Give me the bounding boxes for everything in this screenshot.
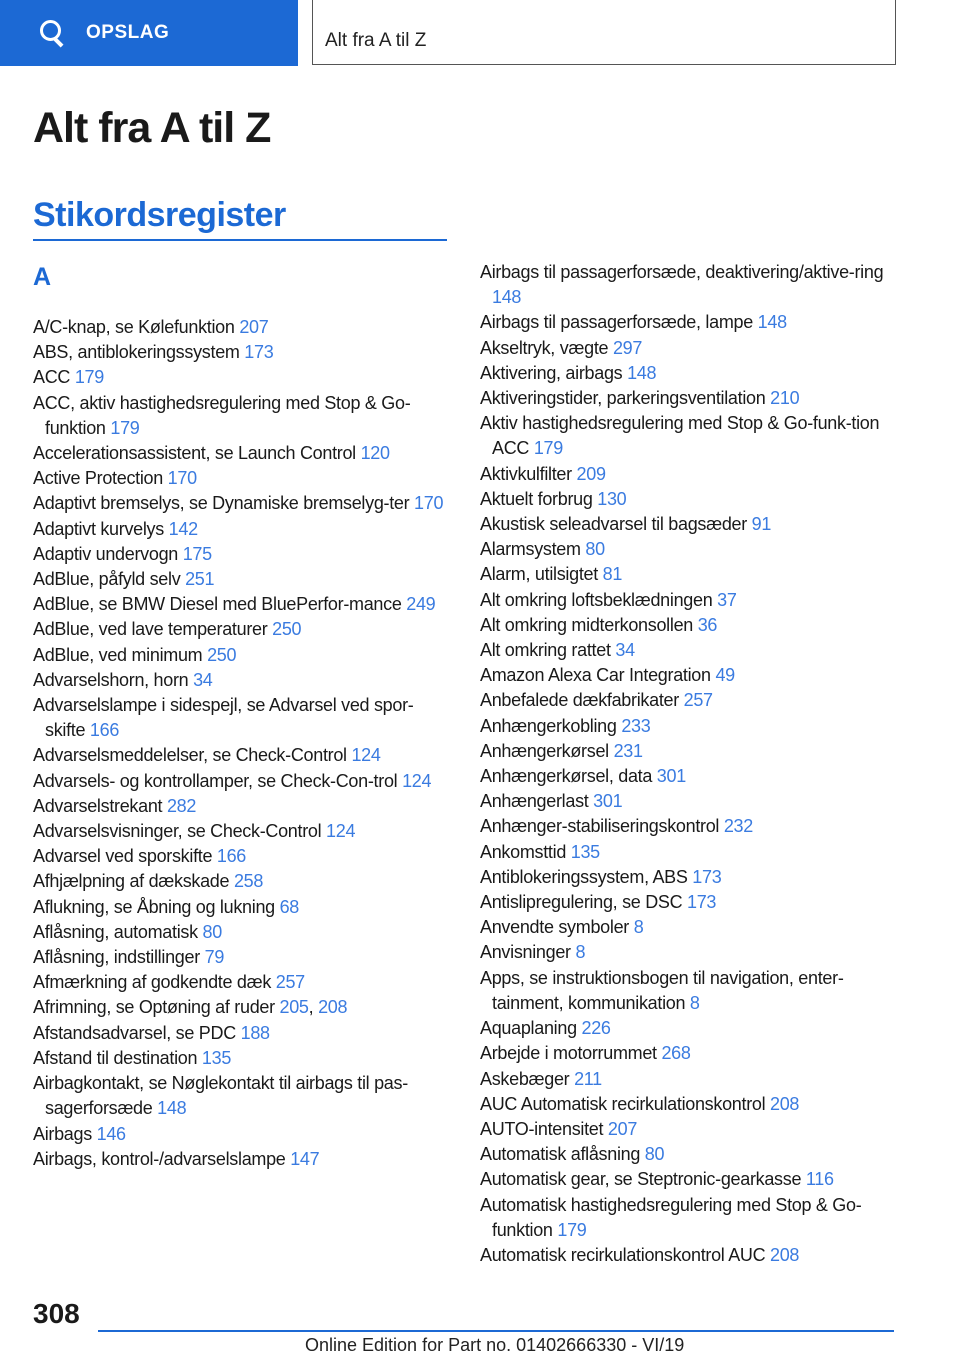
page-link[interactable]: 188 — [240, 1022, 270, 1043]
index-entry-text: Alt omkring rattet — [480, 640, 616, 661]
page-link[interactable]: 124 — [402, 770, 432, 791]
index-entry-text: A/C-knap, se Kølefunktion — [33, 317, 240, 337]
index-entry — [33, 794, 453, 819]
page-link[interactable]: 226 — [581, 1018, 611, 1039]
index-entry — [480, 1193, 900, 1243]
index-entry — [480, 1117, 900, 1142]
index-entry-text: Aktiv hastighedsregulering med Stop & Go-funk-tion ACC — [480, 413, 880, 459]
index-entry — [480, 865, 900, 890]
page-link[interactable]: 282 — [166, 795, 197, 816]
index-entry — [33, 668, 453, 693]
index-entry-text: Anvisninger — [480, 942, 576, 963]
index-entry — [480, 512, 900, 537]
index-entry-text: Airbags, kontrol-/advarselslampe — [33, 1148, 291, 1169]
index-entry-text: Alarm, utilsigtet — [480, 564, 603, 585]
index-entry — [33, 844, 453, 869]
index-entry — [33, 617, 453, 642]
page-link[interactable]: 79 — [204, 947, 225, 968]
page-link[interactable]: 68 — [279, 896, 299, 917]
page-link[interactable]: 81 — [602, 564, 623, 585]
index-entry — [480, 411, 900, 461]
page-link[interactable]: 175 — [182, 543, 212, 564]
page-link[interactable]: 173 — [687, 892, 717, 913]
index-entry: Afrimning, se Optøning af ruder 205, 208 — [33, 997, 348, 1018]
page-link[interactable]: 91 — [751, 514, 772, 535]
index-entry — [480, 714, 900, 739]
index-entry — [33, 743, 453, 768]
index-entry-text: Automatisk hastighedsregulering med Stop & Go-funktion — [480, 1194, 862, 1240]
breadcrumb[interactable] — [312, 0, 896, 65]
footer-rule — [98, 1330, 894, 1332]
index-entry — [33, 945, 453, 970]
page-link[interactable]: 179 — [74, 367, 104, 388]
index-entry — [33, 491, 453, 516]
index-entry — [480, 537, 900, 562]
index-entry-text: Antiblokeringssystem, ABS — [480, 866, 693, 887]
index-entry-text: Airbags til passagerforsæde, lampe — [480, 312, 758, 333]
index-letter: A — [33, 263, 52, 291]
index-entry-text: Airbags — [33, 1123, 97, 1144]
index-entry — [480, 562, 900, 587]
index-entry — [480, 764, 900, 789]
index-entry — [33, 315, 453, 340]
index-entry-text: Aktiveringstider, parkeringsventilation — [480, 388, 771, 409]
index-entry-text: Aflåsning, indstillinger — [33, 947, 205, 968]
index-entry — [33, 592, 453, 617]
page-link[interactable]: 166 — [216, 846, 247, 867]
page-link[interactable]: 80 — [202, 921, 222, 942]
page-link[interactable]: 207 — [607, 1118, 638, 1139]
page-link[interactable]: 130 — [597, 488, 627, 509]
index-entry — [33, 391, 453, 441]
index-entry-text: Anvendte symboler — [480, 917, 634, 938]
page-link[interactable]: 120 — [360, 443, 390, 464]
index-entry — [480, 1243, 900, 1268]
section-title-rule — [33, 239, 447, 241]
index-entry-text: Amazon Alexa Car Integration — [480, 665, 716, 686]
index-entry — [33, 1046, 453, 1071]
index-entry-text: Advarselslampe i sidespejl, se Advarsel ved spor-skifte — [33, 695, 414, 741]
index-entry — [480, 688, 900, 713]
index-entry — [480, 789, 900, 814]
index-entry — [480, 814, 900, 839]
index-entry — [480, 638, 900, 663]
index-entry — [480, 487, 900, 512]
index-entry — [33, 769, 453, 794]
index-entry-text: Adaptivt bremselys, se Dynamiske bremselyg-ter — [33, 493, 415, 514]
index-entry — [480, 1041, 900, 1066]
index-entry-text: Aflukning, se Åbning og lukning — [33, 896, 280, 917]
index-entry-text: Arbejde i motorrummet — [480, 1043, 662, 1064]
index-entry-text: Advarsel ved sporskifte — [33, 846, 217, 867]
index-entry-text: Antislipregulering, se DSC — [480, 892, 687, 913]
index-column-right — [480, 260, 900, 1268]
index-column-left — [33, 315, 453, 1172]
index-entry — [480, 915, 900, 940]
index-entry — [480, 890, 900, 915]
page-link[interactable]: 257 — [275, 972, 305, 993]
page-link[interactable]: 210 — [770, 388, 800, 409]
page-link[interactable]: 249 — [406, 594, 436, 615]
index-entry-text: Alarmsystem — [480, 539, 586, 560]
page-link[interactable]: 135 — [570, 841, 600, 862]
page-link[interactable]: 209 — [576, 463, 606, 484]
index-entry — [33, 970, 453, 995]
index-entry-text: Advarselsvisninger, se Check-Control — [33, 821, 327, 842]
page-link[interactable]: 116 — [805, 1169, 834, 1190]
page-link[interactable]: 258 — [233, 871, 264, 892]
index-entry — [480, 462, 900, 487]
index-entry-text: Airbagkontakt, se Nøglekontakt til airbags til pas-sagerforsæde — [33, 1073, 408, 1119]
index-entry-text: Active Protection — [33, 468, 168, 489]
index-entry — [33, 693, 453, 743]
index-entry — [480, 1092, 900, 1117]
page-link[interactable]: 80 — [644, 1144, 665, 1165]
index-entry — [480, 361, 900, 386]
breadcrumb-label: Alt fra A til Z — [325, 30, 427, 51]
index-entry-text: Afstandsadvarsel, se PDC — [33, 1022, 241, 1043]
index-entry-text: Advarselsmeddelelser, se Check-Control — [33, 745, 352, 766]
footer-text: Online Edition for Part no. 01402666330 - VI/19 — [305, 1335, 685, 1355]
page-link[interactable]: 124 — [351, 745, 381, 766]
page-link[interactable]: 251 — [185, 569, 215, 590]
search-tab-label: OPSLAG — [86, 22, 170, 43]
index-entry-text: Automatisk gear, se Steptronic-gearkasse — [480, 1169, 806, 1190]
index-entry-text: Automatisk recirkulationskontrol AUC — [480, 1244, 771, 1265]
index-entry — [480, 613, 900, 638]
index-entry-text: Automatisk aflåsning — [480, 1144, 645, 1165]
page-link[interactable]: 211 — [574, 1068, 602, 1089]
index-entry — [33, 819, 453, 844]
page-link[interactable]: 8 — [689, 992, 700, 1013]
index-entry — [33, 1021, 453, 1046]
index-entry-text: Akseltryk, vægte — [480, 337, 613, 358]
page-link[interactable]: 124 — [326, 821, 356, 842]
page-link[interactable]: 173 — [692, 866, 722, 887]
page-link[interactable]: 250 — [272, 619, 302, 640]
index-entry — [33, 920, 453, 945]
index-entry-text: Ankomsttid — [480, 841, 571, 862]
page-link[interactable]: 231 — [613, 740, 643, 761]
index-entry — [33, 895, 453, 920]
page-link[interactable]: 148 — [627, 362, 657, 383]
index-entry — [33, 517, 453, 542]
index-entry-text: AdBlue, ved minimum — [33, 644, 208, 665]
index-entry-text: Afrimning, se Optøning af ruder — [33, 997, 280, 1018]
index-entry — [33, 542, 453, 567]
page-link[interactable]: 148 — [492, 287, 522, 308]
index-entry — [480, 966, 900, 1016]
index-entry-text: Advarsels- og kontrollamper, se Check-Con-trol — [33, 770, 403, 791]
index-entry — [480, 1142, 900, 1167]
page-link[interactable]: 179 — [110, 417, 140, 438]
index-entry — [33, 441, 453, 466]
page-link[interactable]: 205 — [279, 997, 309, 1018]
index-entry — [480, 1067, 900, 1092]
index-entry-text: Accelerationsassistent, se Launch Control — [33, 443, 361, 464]
page-link[interactable]: 170 — [167, 468, 197, 489]
index-entry — [33, 340, 453, 365]
page-link[interactable]: 37 — [717, 589, 737, 610]
index-entry — [480, 739, 900, 764]
index-entry — [33, 1071, 453, 1121]
page-link[interactable]: 148 — [757, 312, 787, 333]
index-entry-text: AdBlue, se BMW Diesel med BluePerfor-mance — [33, 594, 407, 615]
index-entry-text: Askebæger — [480, 1068, 575, 1089]
index-entry — [480, 840, 900, 865]
page-link[interactable]: 148 — [157, 1098, 187, 1119]
page-link[interactable]: 173 — [244, 342, 274, 363]
page-link[interactable]: 297 — [612, 337, 643, 358]
index-entry-text: Advarselshorn, horn — [33, 669, 194, 690]
page-link[interactable]: 179 — [557, 1219, 587, 1240]
index-entry — [33, 466, 453, 491]
search-tab[interactable] — [0, 0, 298, 66]
section-title: Stikordsregister — [33, 196, 286, 234]
index-entry-text: Airbags til passagerforsæde, deaktivering/aktive-ring — [480, 262, 884, 282]
index-entry-text: Advarselstrekant — [33, 795, 167, 816]
page-link[interactable]: 268 — [661, 1043, 691, 1064]
index-entry — [480, 386, 900, 411]
page-link[interactable]: 170 — [414, 493, 444, 514]
index-entry-text: Akustisk seleadvarsel til bagsæder — [480, 514, 752, 535]
index-entry-text: Anhængerlast — [480, 791, 594, 812]
page-link[interactable]: 250 — [207, 644, 237, 665]
index-entry-text: Aktivering, airbags — [480, 362, 628, 383]
page-link[interactable]: 232 — [723, 816, 753, 837]
index-entry — [480, 310, 900, 335]
index-entry — [480, 336, 900, 361]
page-link[interactable]: 146 — [96, 1123, 126, 1144]
page-link[interactable]: 207 — [239, 317, 269, 337]
index-entry — [480, 588, 900, 613]
page-link[interactable]: 147 — [290, 1148, 320, 1169]
index-entry-text: AdBlue, påfyld selv — [33, 569, 186, 590]
index-entry-text: Anhængerkobling — [480, 715, 622, 736]
index-entry — [480, 1167, 900, 1192]
page-link[interactable]: 301 — [656, 766, 686, 787]
index-entry-text: AdBlue, ved lave temperaturer — [33, 619, 273, 640]
page-link[interactable]: 34 — [615, 640, 635, 661]
index-entry-text: Aflåsning, automatisk — [33, 921, 203, 942]
index-entry-text: Anhængerkørsel — [480, 740, 614, 761]
index-entry-text: Afstand til destination — [33, 1047, 202, 1068]
search-icon — [40, 20, 66, 46]
page-link[interactable]: 301 — [593, 791, 623, 812]
page-link[interactable]: 142 — [168, 518, 198, 539]
index-entry-text: Anbefalede dækfabrikater — [480, 690, 684, 711]
page-link[interactable]: 166 — [89, 720, 120, 741]
index-entry — [33, 567, 453, 592]
index-entry — [480, 1016, 900, 1041]
index-entry-text: AUTO-intensitet — [480, 1118, 608, 1139]
page-link[interactable]: 34 — [193, 669, 213, 690]
index-entry-text: AUC Automatisk recirkulationskontrol — [480, 1093, 771, 1114]
page-link[interactable]: 208 — [770, 1244, 800, 1265]
index-entry-text: Aktuelt forbrug — [480, 488, 598, 509]
index-entry-text: Adaptiv undervogn — [33, 543, 183, 564]
page-link[interactable]: 36 — [697, 614, 718, 635]
page-link[interactable]: 80 — [585, 539, 605, 560]
page-title: Alt fra A til Z — [33, 104, 271, 152]
index-entry — [33, 869, 453, 894]
page-link[interactable]: 257 — [683, 690, 713, 711]
top-bar — [0, 0, 960, 66]
page-link[interactable]: 8 — [575, 942, 586, 963]
index-entry-text: ACC, aktiv hastighedsregulering med Stop & Go-funktion — [33, 392, 411, 438]
page-link[interactable]: 208 — [318, 997, 348, 1018]
index-entry-text: Aktivkulfilter — [480, 463, 577, 484]
index-entry — [480, 260, 900, 310]
index-entry — [33, 1147, 453, 1172]
page-link[interactable]: 135 — [201, 1047, 232, 1068]
index-entry-text: ABS, antiblokeringssystem — [33, 342, 245, 363]
index-entry — [33, 1122, 453, 1147]
index-entry-text: Aquaplaning — [480, 1018, 582, 1039]
index-entry-text: Adaptivt kurvelys — [33, 518, 169, 539]
page-link[interactable]: 179 — [533, 438, 563, 459]
page-number: 308 — [33, 1298, 80, 1329]
index-entry-text: Anhænger-stabiliseringskontrol — [480, 816, 724, 837]
index-entry-text: Afmærkning af godkendte dæk — [33, 972, 276, 993]
page-link[interactable]: 233 — [621, 715, 651, 736]
page-link[interactable]: 49 — [715, 665, 735, 686]
index-entry-text: Alt omkring midterkonsollen — [480, 614, 698, 635]
index-entry-text: Afhjælpning af dækskade — [33, 871, 234, 892]
index-entry — [33, 365, 453, 390]
page-link[interactable]: 8 — [633, 917, 644, 938]
index-entry-text: Alt omkring loftsbeklædningen — [480, 589, 718, 610]
index-entry — [480, 663, 900, 688]
index-entry-text: Apps, se instruktionsbogen til navigation, enter-tainment, kommunikation — [480, 967, 844, 1013]
page-link[interactable]: 208 — [770, 1093, 800, 1114]
index-entry — [33, 643, 453, 668]
index-entry-text: ACC — [33, 367, 75, 388]
index-entry-text: Anhængerkørsel, data — [480, 766, 657, 787]
index-entry — [480, 940, 900, 965]
